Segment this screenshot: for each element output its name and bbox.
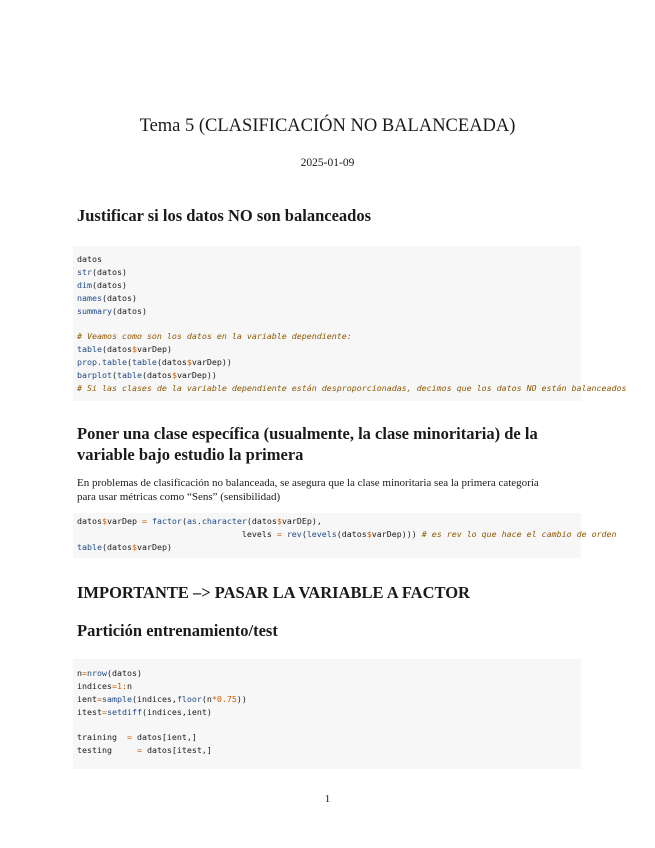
code-line: training = datos[ient,] [77,732,197,743]
code-line: itest=setdiff(indices,ient) [77,706,212,717]
code-blank-line [73,719,581,732]
document-date: 2025-01-09 [300,157,355,169]
section-heading-partition: Partición entrenamiento/test [77,621,278,640]
code-line: testing = datos[itest,] [77,745,212,756]
code-line: prop.table(table(datos$varDep)) [77,357,232,368]
code-line: datos$varDep = factor(as.character(datos$varDEp), [77,516,322,526]
paragraph-class-order [77,476,539,504]
code-comment: # Veamos como son los datos en la variable dependiente: [77,331,352,342]
code-line: n=nrow(datos) [77,668,142,678]
code-block-factor [73,513,617,558]
heading-line: Poner una clase específica (usualmente, la clase minoritaria) de la [77,424,538,443]
code-line: table(datos$varDep) [77,344,172,355]
paragraph-line: para usar métricas como “Sens” (sensibilidad) [77,491,281,503]
section-heading-balance: Justificar si los datos NO son balanceados [77,206,371,225]
document-title: Tema 5 (CLASIFICACIÓN NO BALANCEADA) [139,116,516,136]
code-line: datos [77,254,102,264]
code-line: indices=1:n [77,680,132,691]
code-line: ient=sample(indices,floor(n*0.75)) [77,693,247,704]
code-line: summary(datos) [77,305,147,316]
code-line: str(datos) [77,266,127,277]
code-blank-line [73,317,581,330]
code-comment: # Si las clases de la variable dependiente están desproporcionadas, decimos que los datos NO están balanceados [77,382,627,393]
code-line: table(datos$varDep) [77,541,172,552]
section-heading-class-order [77,423,538,465]
code-line: names(datos) [77,292,137,303]
code-block-partition [73,659,581,769]
heading-line: variable bajo estudio la primera [77,445,304,464]
code-block-explore [73,246,627,401]
section-heading-important: IMPORTANTE –> PASAR LA VARIABLE A FACTOR [77,583,470,602]
code-line: barplot(table(datos$varDep)) [77,370,217,381]
paragraph-line: En problemas de clasificación no balanceada, se asegura que la clase minoritaria sea la primera categoría [77,477,539,489]
code-line: dim(datos) [77,279,127,290]
code-line: levels = rev(levels(datos$varDep))) # es rev lo que hace el cambio de orden [241,528,617,539]
page-number: 1 [324,793,331,805]
